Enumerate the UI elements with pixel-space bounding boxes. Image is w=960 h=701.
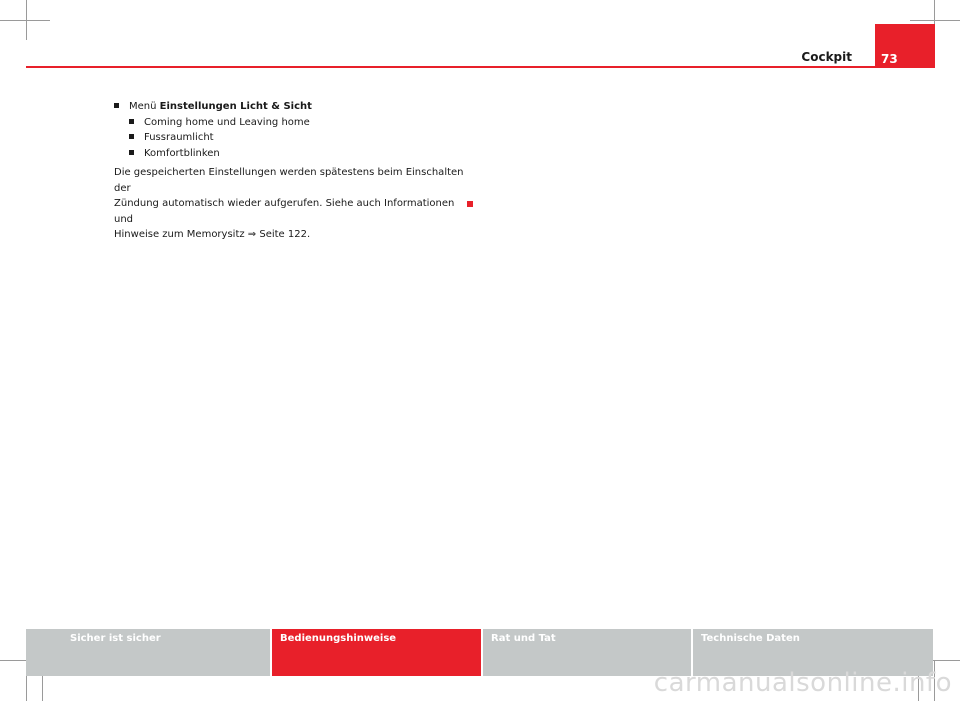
- footer-tab-bedienungshinweise[interactable]: [272, 629, 481, 676]
- footer-tab-label: Sicher ist sicher: [70, 633, 161, 644]
- page-number-tab: [875, 24, 935, 68]
- square-bullet-icon: [129, 150, 134, 155]
- list-item-text: Coming home und Leaving home: [144, 116, 310, 128]
- page-number: 73: [881, 52, 898, 66]
- body-paragraph: [114, 165, 474, 243]
- list-item: [114, 115, 474, 131]
- main-content: [114, 99, 474, 243]
- square-bullet-icon: [129, 119, 134, 124]
- section-title: Cockpit: [801, 50, 852, 64]
- list-item-text: [129, 99, 312, 115]
- square-bullet-icon: [114, 103, 119, 108]
- menu-name: Einstellungen Licht & Sicht: [159, 101, 312, 112]
- crop-mark: [910, 20, 960, 21]
- menu-prefix: Menü: [129, 101, 160, 112]
- header-rule: [26, 66, 935, 68]
- footer-tab-sicher-ist-sicher[interactable]: [26, 629, 270, 676]
- footer-tab-label: Technische Daten: [701, 633, 800, 644]
- paragraph-line: Zündung automatisch wieder aufgerufen. Siehe auch Informationen und: [114, 198, 455, 225]
- list-item: [114, 146, 474, 162]
- watermark: carmanualsonline.info: [653, 668, 952, 698]
- list-item: [114, 130, 474, 146]
- section-end-icon: [467, 201, 473, 207]
- list-item-text: Komfortblinken: [144, 147, 220, 159]
- footer-tab-label: Rat und Tat: [491, 633, 556, 644]
- paragraph-line: Die gespeicherten Einstellungen werden spätestens beim Einschalten der: [114, 167, 464, 194]
- square-bullet-icon: [129, 134, 134, 139]
- crop-mark: [0, 20, 50, 21]
- footer-tab-label: Bedienungshinweise: [280, 633, 397, 644]
- list-item: [114, 99, 474, 115]
- list-item-text: Fussraumlicht: [144, 132, 214, 143]
- paragraph-line: Hinweise zum Memorysitz ⇒ Seite 122.: [114, 229, 311, 240]
